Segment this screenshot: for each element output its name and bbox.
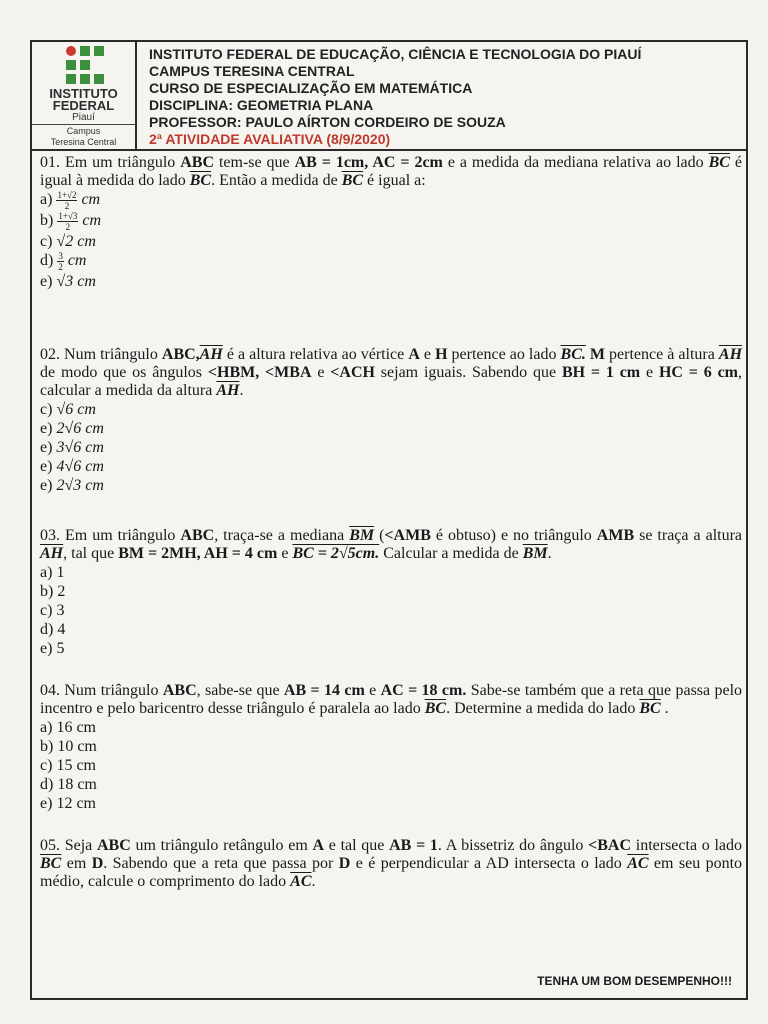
- question-text-part: ABC: [96, 837, 131, 854]
- question-text-part: D: [91, 855, 104, 872]
- question-text-part: , traça-se a mediana: [214, 527, 350, 544]
- option-letter: c): [40, 401, 57, 418]
- answer-option: [40, 582, 742, 601]
- question-text-part: $\overline{BC}$: [40, 855, 62, 872]
- fraction-numerator: 3: [58, 251, 63, 261]
- option-letter: a): [40, 564, 57, 581]
- option-text: 2√3 cm: [56, 477, 104, 494]
- answer-option: [40, 775, 742, 794]
- question-text-part: , calcular a medida da altura: [40, 364, 743, 399]
- option-text: 2√6 cm: [56, 420, 104, 437]
- question-text-part: HC = 6 cm: [658, 364, 739, 381]
- question-text-part: .: [660, 700, 669, 717]
- option-text: √3 cm: [56, 273, 96, 290]
- question-text-part: . A bissetriz do ângulo: [437, 837, 589, 854]
- option-unit: cm: [78, 212, 101, 230]
- option-fraction: [56, 190, 77, 211]
- option-text: 18 cm: [57, 776, 97, 793]
- question-text-part: e: [419, 346, 436, 363]
- question-1: [40, 154, 742, 291]
- header-line: PROFESSOR: PAULO AÍRTON CORDEIRO DE SOUZA: [149, 114, 506, 130]
- question-text-part: pertence ao lado: [447, 346, 561, 363]
- option-unit: cm: [77, 191, 101, 209]
- answer-option: [40, 718, 742, 737]
- question-text-part: $\overline{BM}$: [522, 545, 548, 562]
- answer-option: [40, 211, 742, 232]
- question-text-part: <ACH: [330, 364, 375, 381]
- question-text-part: $\overline{BC}$: [424, 700, 447, 717]
- option-text: √6 cm: [56, 401, 96, 418]
- question-text-part: AB = 1cm, AC = 2cm: [294, 154, 443, 171]
- question-text-part: <HBM, <MBA: [207, 364, 312, 381]
- question-text-part: tem-se que: [214, 154, 295, 171]
- question-text-part: $\overline{AH}$: [199, 346, 223, 363]
- question-text-part: . Determine a medida do lado: [446, 700, 640, 717]
- question-text-part: e é perpendicular a: [350, 855, 486, 872]
- question-text: [40, 837, 742, 891]
- question-text-part: .: [311, 873, 316, 890]
- header-line: DISCIPLINA: GEOMETRIA PLANA: [149, 97, 374, 113]
- question-3: [40, 527, 742, 658]
- option-letter: d): [40, 621, 58, 638]
- question-text-part: intersecta o lado: [631, 837, 743, 854]
- logo-line1: INSTITUTO: [49, 86, 118, 101]
- question-text-part: D: [338, 855, 351, 872]
- question-text-part: sejam iguais. Sabendo que: [374, 364, 562, 381]
- question-text: [40, 154, 742, 190]
- question-text-part: AB = 14 cm: [283, 682, 365, 699]
- question-text-part: $\overline{BM}$: [349, 527, 375, 544]
- option-text: 5: [56, 640, 65, 657]
- question-text-part: 04. Num triângulo: [40, 682, 163, 699]
- option-letter: e): [40, 795, 57, 812]
- question-text-part: e: [277, 545, 293, 562]
- header: [32, 42, 746, 151]
- exam-sheet: [30, 40, 748, 1000]
- question-text-part: intersecta o lado: [508, 855, 628, 872]
- fraction-denominator: 2: [64, 201, 70, 211]
- option-letter: a): [40, 191, 57, 209]
- option-letter: c): [40, 602, 57, 619]
- logo-grid-icon: [66, 46, 106, 86]
- option-letter: a): [40, 719, 57, 736]
- question-text-part: é igual a:: [363, 172, 426, 189]
- answer-option: [40, 794, 742, 813]
- question-text-part: pertence à altura: [605, 346, 719, 363]
- option-letter: b): [40, 583, 58, 600]
- header-line: INSTITUTO FEDERAL DE EDUCAÇÃO, CIÊNCIA E TECNOLOGIA DO PIAUÍ: [149, 46, 642, 62]
- option-letter: e): [40, 458, 57, 475]
- question-text-part: ABC: [180, 527, 215, 544]
- option-text: 10 cm: [57, 738, 97, 755]
- question-text-part: M: [585, 346, 606, 363]
- footer-message: TENHA UM BOM DESEMPENHO!!!: [537, 974, 732, 988]
- question-text-part: , tal que: [63, 545, 119, 562]
- question-text-part: <AMB: [384, 527, 431, 544]
- question-text-part: em: [61, 855, 92, 872]
- option-letter: b): [40, 738, 58, 755]
- question-text-part: um triângulo retângulo em: [130, 837, 313, 854]
- question-text-part: A: [312, 837, 325, 854]
- answer-option: [40, 419, 742, 438]
- question-text-part: 05. Seja: [40, 837, 97, 854]
- question-text-part: BH = 1 cm: [561, 364, 641, 381]
- answer-option: [40, 639, 742, 658]
- answer-option: [40, 232, 742, 251]
- fraction-numerator: 1+√2: [57, 190, 77, 200]
- answer-option: [40, 620, 742, 639]
- question-text: [40, 346, 742, 400]
- question-text-part: se traça a altura: [634, 527, 743, 544]
- option-letter: d): [40, 252, 58, 270]
- question-text-part: $\overline{AC}$: [290, 873, 312, 890]
- question-text-part: ABC: [180, 154, 214, 171]
- logo-campus2: Teresina Central: [50, 137, 117, 147]
- question-text-part: $\overline{BC}$: [708, 154, 730, 171]
- question-text-part: 02. Num triângulo: [40, 346, 162, 363]
- answer-option: [40, 563, 742, 582]
- option-text: 4: [57, 621, 66, 638]
- answer-option: [40, 601, 742, 620]
- answer-option: [40, 756, 742, 775]
- question-2: [40, 346, 742, 495]
- question-text-part: 03. Em um triângulo: [40, 527, 181, 544]
- question-text-part: $\overline{AH}$: [216, 382, 240, 399]
- option-text: 16 cm: [56, 719, 96, 736]
- question-text-part: <BAC: [588, 837, 632, 854]
- option-text: 15 cm: [56, 757, 96, 774]
- question-text-part: é a altura relativa ao vértice: [222, 346, 409, 363]
- option-fraction: [57, 211, 78, 232]
- question-text-part: AC = 18 cm.: [380, 682, 467, 699]
- option-text: √2 cm: [56, 233, 96, 250]
- activity-title: 2ª ATIVIDADE AVALIATIVA (8/9/2020): [149, 131, 391, 147]
- option-letter: e): [40, 477, 57, 494]
- question-text-part: Calcular a medida de: [379, 545, 523, 562]
- option-text: 12 cm: [56, 795, 96, 812]
- option-letter: c): [40, 233, 57, 250]
- fraction-denominator: 2: [65, 222, 71, 232]
- answer-option: [40, 476, 742, 495]
- question-text-part: $\overline{BC}$: [639, 700, 661, 717]
- question-text-part: A: [408, 346, 420, 363]
- question-text-part: Sabe-se também que a reta que passa pelo incentro e pelo baricentro desse triângulo é paralela ao lado: [40, 682, 743, 717]
- logo-line3: Piauí: [72, 112, 95, 123]
- option-letter: e): [40, 273, 57, 290]
- option-text: 4√6 cm: [56, 458, 104, 475]
- question-text-part: e: [364, 682, 381, 699]
- header-line: CAMPUS TERESINA CENTRAL: [149, 63, 355, 79]
- answer-option: [40, 457, 742, 476]
- answer-option: [40, 400, 742, 419]
- option-text: 2: [57, 583, 66, 600]
- question-text-part: 01. Em um triângulo: [40, 154, 181, 171]
- question-5: [40, 837, 742, 891]
- answer-option: [40, 737, 742, 756]
- question-text-part: e tal que: [324, 837, 390, 854]
- logo-campus: [32, 124, 135, 149]
- question-text-part: (: [374, 527, 385, 544]
- question-text-part: H: [435, 346, 448, 363]
- question-text-part: $\overline{BC}$: [189, 172, 212, 189]
- option-letter: d): [40, 776, 58, 793]
- answer-option: [40, 251, 742, 272]
- header-line: CURSO DE ESPECIALIZAÇÃO EM MATEMÁTICA: [149, 80, 473, 96]
- option-letter: e): [40, 420, 57, 437]
- question-text: [40, 527, 742, 563]
- question-text-part: .: [239, 382, 244, 399]
- question-text-part: e: [311, 364, 331, 381]
- question-text-part: $\overline{BC}$: [341, 172, 364, 189]
- option-text: 3: [56, 602, 65, 619]
- question-text-part: de modo que os ângulos: [40, 364, 208, 381]
- option-letter: c): [40, 757, 57, 774]
- question-text-part: é obtuso) e no triângulo: [430, 527, 597, 544]
- question-text-part: é igual à medida do lado: [40, 154, 743, 189]
- answer-option: [40, 438, 742, 457]
- question-text-part: $\overline{AH}$: [40, 545, 64, 562]
- answer-option: [40, 272, 742, 291]
- option-letter: e): [40, 439, 57, 456]
- option-letter: e): [40, 640, 57, 657]
- question-text-part: AD: [485, 855, 509, 872]
- question-text-part: .: [547, 545, 552, 562]
- fraction-numerator: 1+√3: [58, 211, 78, 221]
- question-text-part: e: [640, 364, 659, 381]
- question-text-part: AMB: [596, 527, 635, 544]
- question-text-part: ABC: [162, 682, 197, 699]
- question-text-part: . Então a medida de: [211, 172, 342, 189]
- fraction-denominator: 2: [58, 262, 63, 272]
- option-unit: cm: [63, 252, 87, 270]
- question-4: [40, 682, 742, 813]
- question-text-part: $\overline{AC}$: [627, 855, 649, 872]
- option-text: 1: [56, 564, 65, 581]
- logo-campus1: Campus: [66, 126, 101, 136]
- question-text-part: . Sabendo que a reta que passa por: [103, 855, 339, 872]
- question-text-part: BC.: [560, 346, 586, 363]
- question-text-part: , sabe-se que: [196, 682, 284, 699]
- option-letter: b): [40, 212, 58, 230]
- question-text-part: $\overline{AH}$: [718, 346, 743, 363]
- logo-line2: FEDERAL: [52, 98, 115, 113]
- question-text: [40, 682, 742, 718]
- header-text: [149, 46, 641, 148]
- question-text-part: e a medida da mediana relativa ao lado: [442, 154, 709, 171]
- question-text-part: ABC,: [161, 346, 200, 363]
- institution-logo: [32, 42, 137, 149]
- question-text-part: AB = 1: [389, 837, 438, 854]
- answer-option: [40, 190, 742, 211]
- question-text-part: BM = 2MH, AH = 4 cm: [118, 545, 278, 562]
- question-text-part: em seu ponto médio, calcule o comprimento do lado: [40, 855, 743, 890]
- question-text-part: BC = 2√5cm.: [292, 545, 380, 562]
- option-text: 3√6 cm: [56, 439, 104, 456]
